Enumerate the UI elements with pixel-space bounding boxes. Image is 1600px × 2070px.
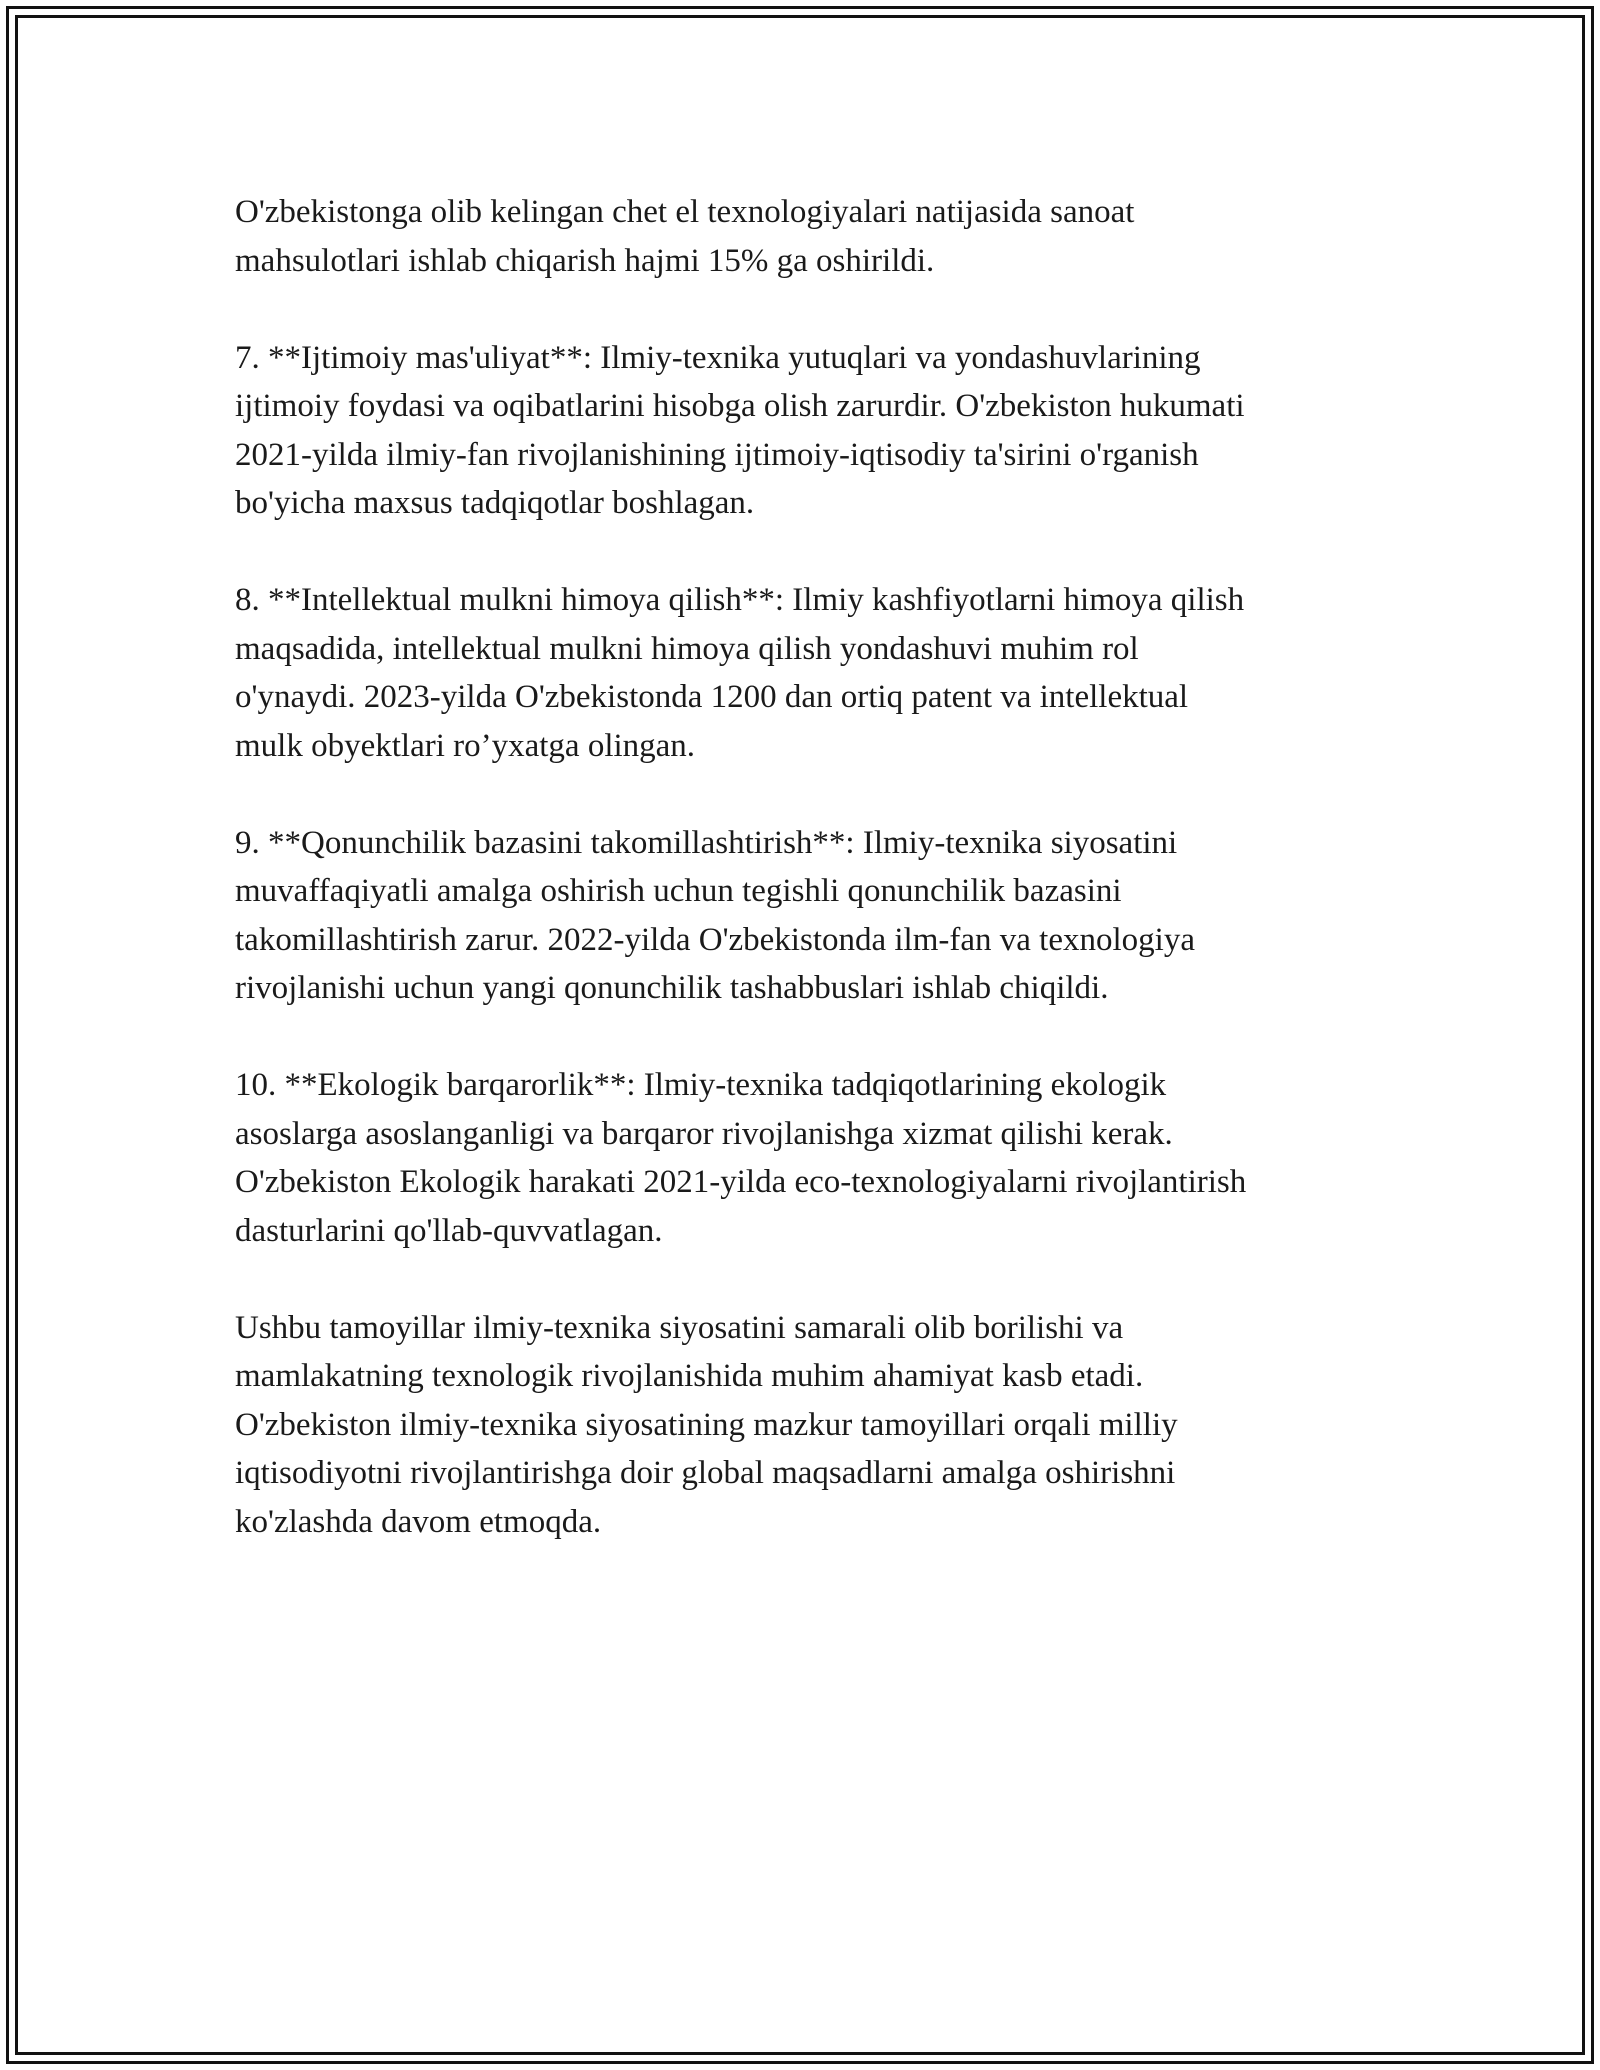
- paragraph-intro-continuation: O'zbekistonga olib kelingan chet el texnologiyalari natijasida sanoat mahsulotlari ishlab chiqarish hajmi 15% ga oshirildi.: [235, 194, 1135, 279]
- paragraph-item-9: 9. **Qonunchilik bazasini takomillashtirish**: Ilmiy-texnika siyosatini muvaffaqiyatli amalga oshirish uchun tegishli qonunchilik bazasini takomillashtirish zarur. 2022-yilda O'zbekistonda ilm-fan va texnologiya rivojlanishi uchun yangi qonunchilik tashabbuslari ishlab chiqildi.: [235, 824, 1195, 1006]
- paragraph-conclusion: Ushbu tamoyillar ilmiy-texnika siyosatini samarali olib borilishi va mamlakatning texnologik rivojlanishida muhim ahamiyat kasb etadi. O'zbekiston ilmiy-texnika siyosatining mazkur tamoyillari orqali milliy iqtisodiyotni rivojlantirishga doir global maqsadlarni amalga oshirishni ko'zlashda davom etmoqda.: [235, 1309, 1178, 1540]
- document-body: [235, 188, 1365, 1595]
- paragraph-item-10: 10. **Ekologik barqarorlik**: Ilmiy-texnika tadqiqotlarining ekologik asoslarga asoslanganligi va barqaror rivojlanishga xizmat qilishi kerak. O'zbekiston Ekologik harakati 2021-yilda eco-texnologiyalarni rivojlantirish dasturlarini qo'llab-quvvatlagan.: [235, 1067, 1247, 1249]
- paragraph-item-8: 8. **Intellektual mulkni himoya qilish**: Ilmiy kashfiyotlarni himoya qilish maqsadida, intellektual mulkni himoya qilish yondashuvi muhim rol o'ynaydi. 2023-yilda O'zbekistonda 1200 dan ortiq patent va intellektual mulk obyektlari ro’yxatga olingan.: [235, 582, 1245, 764]
- paragraph-item-7: 7. **Ijtimoiy mas'uliyat**: Ilmiy-texnika yutuqlari va yondashuvlarining ijtimoiy foydasi va oqibatlarini hisobga olish zarurdir. O'zbekiston hukumati 2021-yilda ilmiy-fan rivojlanishining ijtimoiy-iqtisodiy ta'sirini o'rganish bo'yicha maxsus tadqiqotlar boshlagan.: [235, 339, 1245, 521]
